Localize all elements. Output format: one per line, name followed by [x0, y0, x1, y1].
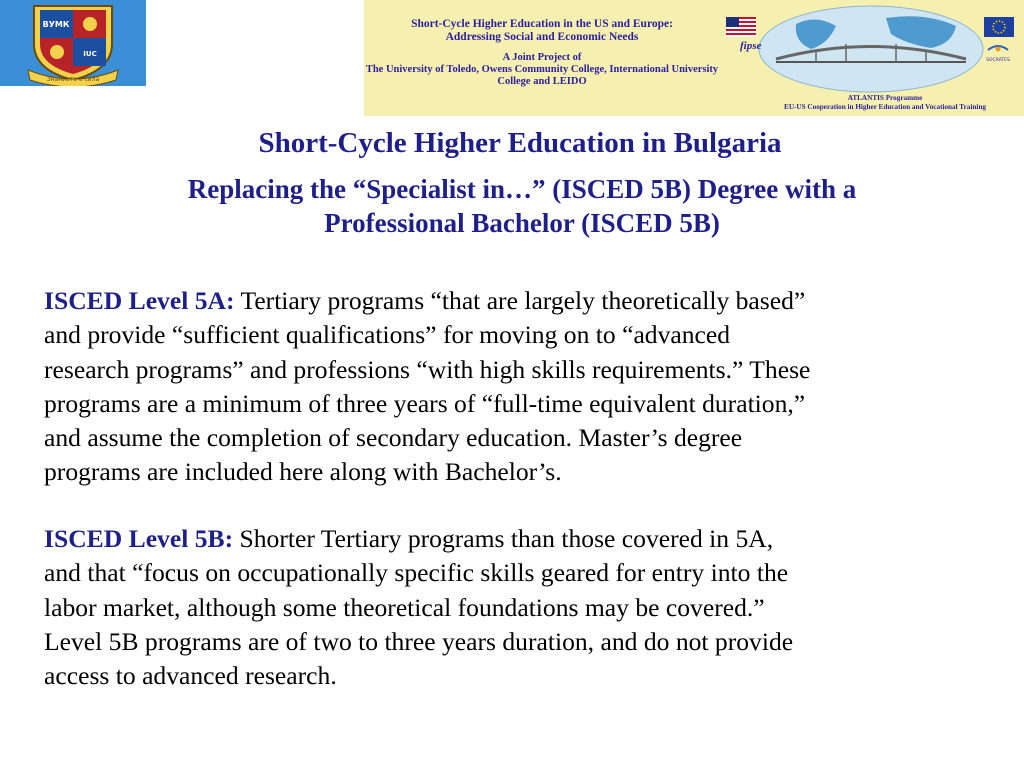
eu-flag-icon: [984, 17, 1014, 37]
isced-5a-line6: programs are included here along with Bachelor’s.: [44, 457, 562, 487]
banner-project-line1: A Joint Project of: [502, 52, 582, 63]
us-flag-icon: [726, 17, 756, 37]
banner-title-line2: Addressing Social and Economic Needs: [445, 31, 639, 43]
project-banner: [364, 0, 1024, 116]
crest-ribbon-text: Знанието е сила: [46, 76, 100, 83]
isced-5b-line5: access to advanced research.: [44, 661, 337, 691]
isced-5a-line1: Tertiary programs “that are largely theoretically based”: [240, 286, 806, 315]
isced-5b-line3: labor market, although some theoretical foundations may be covered.”: [44, 592, 765, 622]
atlantis-caption: [756, 94, 1014, 111]
isced-5a-line3: research programs” and professions “with high skills requirements.” These: [44, 354, 811, 384]
university-crest-logo: [0, 0, 146, 86]
banner-project-line2: The University of Toledo, Owens Community College, International University: [365, 64, 719, 75]
isced-5b-label: ISCED Level 5B:: [44, 524, 234, 553]
fipse-logo: fipse: [740, 40, 762, 52]
subtitle-line1: Replacing the “Specialist in…” (ISCED 5B) Degree with a: [187, 174, 857, 204]
atlantis-line2: EU-US Cooperation in Higher Education and Vocational Training: [784, 102, 986, 111]
isced-5a-paragraph: [44, 284, 994, 490]
banner-title-line1: Short-Cycle Higher Education in the US and Europe:: [411, 18, 673, 30]
isced-5b-paragraph: [44, 522, 994, 693]
page-subtitle: [10, 172, 1024, 240]
isced-5b-line1: Shorter Tertiary programs than those covered in 5A,: [239, 524, 774, 553]
crest-text-iuc: IUC: [83, 50, 97, 58]
isced-5a-line2: and provide “sufficient qualifications” for moving on to “advanced: [44, 320, 731, 350]
socrates-logo-icon: [984, 40, 1012, 64]
isced-5b-line4: Level 5B programs are of two to three years duration, and do not provide: [44, 626, 794, 656]
isced-5b-line2: and that “focus on occupationally specific skills geared for entry into the: [44, 558, 789, 588]
banner-project-line3: College and LEIDO: [497, 76, 587, 87]
crest-text-vumk: ВУМК: [42, 20, 70, 29]
page-title: Short-Cycle Higher Education in Bulgaria: [258, 127, 782, 159]
globe-bridge-icon: [756, 4, 986, 94]
subtitle-line2: Professional Bachelor (ISCED 5B): [324, 208, 720, 238]
isced-5a-line4: programs are a minimum of three years of “full-time equivalent duration,”: [44, 388, 806, 418]
banner-text: [364, 18, 720, 88]
isced-5a-label: ISCED Level 5A:: [44, 286, 235, 315]
isced-5a-line5: and assume the completion of secondary education. Master’s degree: [44, 423, 743, 453]
atlantis-line1: ATLANTIS Programme: [847, 94, 923, 102]
socrates-label: SOCRATES: [986, 58, 1010, 63]
